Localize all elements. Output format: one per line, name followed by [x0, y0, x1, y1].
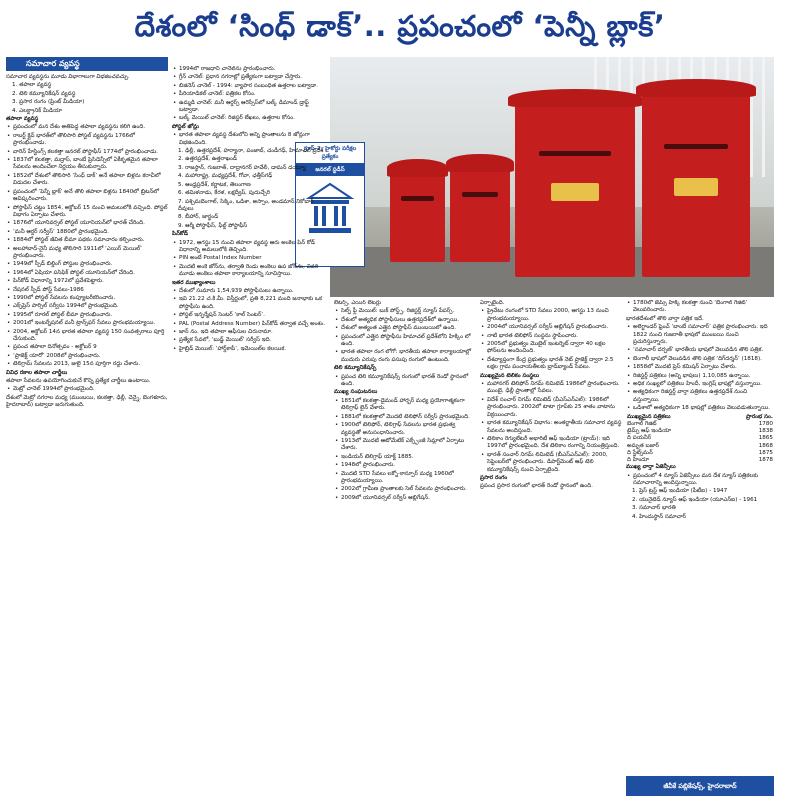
- publisher-tag: జీవీకే పబ్లికేషన్స్, హైదరాబాద్: [626, 776, 774, 796]
- subheading: టెలి కమ్యూనికేషన్స్: [334, 365, 377, 372]
- paragraph: 4. ఎలక్ట్రానిక్ మీడియా: [12, 107, 63, 114]
- paragraph: • అలహాబాద్-నైనీ మధ్య తొలిసారి 1911లో ‘ఎయిర్ మెయిల్’ ప్రారంభించారు.: [6, 246, 168, 261]
- paragraph: 2. ఉత్తరప్రదేశ్, ఉత్తరాఖండ్: [178, 156, 238, 163]
- paragraph: • ప్రపంచంలో ఎత్తైన పోస్టాఫీసు హిమాచల్ ప్రదేశ్‌లోని హిక్కిం లో ఉంది.: [334, 334, 476, 349]
- column-5: [626, 300, 774, 800]
- paragraph: 3. రాజస్థాన్, గుజరాత్, దాద్రానగర్ హవేలీ, డామన్ డయ్యూ: [178, 164, 306, 171]
- paragraph: • ప్రపంచంలో 4 న్యూస్ ఏజెన్సీలు మన దేశ న్యూస్ పత్రికలకు సమాచారాన్ని అందిస్తున్నాయి.: [626, 473, 774, 488]
- paragraph: • 1881లో కలకత్తాలో మొదటి టెలిఫోన్ సర్వీస్ ప్రారంభమైంది.: [334, 414, 476, 421]
- paragraph: • ఉమ్మడి చానెల్: మనీ ఆర్డర్స్ ఆరెస్సేస్‌లో బల్క్ డిమాండ్ డ్రాఫ్ట్ బట్వాడా.: [172, 100, 328, 115]
- paragraph: • భారత్ సంచార్ నిగమ్ లిమిటెడ్ (బీఎస్ఎన్ఎల్): 2000, సెప్టెంబర్‌లో ప్రారంభించారు. డిపార్ట్‌మెంట్ ఆఫ్ టెలి కమ్యూనికేషన్స్ నుంచి ఏర్పాటైంది.: [480, 452, 622, 474]
- paragraph: • 1949లో స్పీడ్ బిల్డింగ్ పోస్టుల ప్రారంభించారు.: [6, 261, 168, 268]
- paragraph: • ఒడిశాలో అత్యధికంగా 18 భాషల్లో పత్రికలు వెలువడుతున్నాయి.: [626, 405, 774, 412]
- paragraph: • అధిక సంఖ్యలో పత్రికలు హిందీ, ఇంగ్లిష్ భాషల్లో వస్తున్నాయి.: [626, 381, 774, 388]
- section-banner: సమాచార వ్యవస్థ: [6, 57, 168, 71]
- paragraph: • 1852లో దేశంలో తొలిసారి ‘సింధ్ డాక్’ అనే తపాలా బిళ్లను కరాచీలో విడుదల చేశారు.: [6, 173, 168, 188]
- table-row: [626, 443, 774, 450]
- paragraph: • 1994లో రాజధాని చానెల్‌ను ప్రారంభించారు.: [172, 66, 328, 73]
- paragraph: • 1900లో టెలిఫోన్, టెలిగ్రాఫ్ సేవలను భారత ప్రభుత్వ వ్యవస్థతో అనుసంధానించారు.: [334, 422, 476, 437]
- postbox-right: [642, 87, 750, 277]
- paragraph: • రిజిస్టర్డ్ పత్రికలు (అన్ని భాషలు) 1,10,085 ఉన్నాయి.: [626, 373, 774, 380]
- paragraph: • బల్క్ మెయిల్ చానెల్: రిజిస్టర్ లేఖలు, ఉత్తరాల కోసం.: [172, 115, 328, 122]
- paragraph: • ప్రత్యేక సేవలో, ‘బుడ్జ్ మెయిల్’ సర్వీస్ ఇది.: [172, 337, 328, 344]
- paragraph: 1. ప్రెస్ ట్రస్ట్ ఆఫ్ ఇండియా (పీటీఐ) - 1947: [632, 488, 728, 495]
- paragraph: • PIN అంటే Postal Index Number: [172, 255, 328, 262]
- paragraph: • 1780లో జేమ్స్ హిక్కీ కలకత్తా నుంచి ‘బెంగాల్ గెజిట్’ వెలువరించారు.: [626, 300, 774, 315]
- column-4: [480, 300, 622, 800]
- paragraph: • గ్రీన్ చానెల్: ప్రధాన నగరాల్లో ప్రత్యేకంగా బట్వాడా చేస్తారు.: [172, 74, 328, 81]
- newspaper-table: [626, 414, 774, 464]
- paragraph: • టెలికాం రెగ్యులేటరీ అథారిటీ ఆఫ్ ఇండియా (ట్రాయ్): ఇది 1997లో ప్రారంభమైంది. దేశ టెలికాం రంగాన్ని నియంత్రిస్తుంది.: [480, 436, 622, 451]
- paragraph: • టెలిగ్రామ్ సేవలను 2013, జులై 15న పూర్తిగా రద్దు చేశారు.: [6, 361, 168, 368]
- paragraph: • ‘మనీ ఆర్డర్ సర్వీస్’ 1880లో ప్రారంభమైంది.: [6, 229, 168, 236]
- subheading: ముఖ్య వార్తా ఏజెన్సీలు: [626, 464, 676, 471]
- table-cell: 1865: [758, 435, 773, 442]
- paragraph: • 1884లో పోస్టల్ జీవిత బీమా పథకం సమాచారం కల్పించారు.: [6, 237, 168, 244]
- table-row: [626, 450, 774, 457]
- paragraph: 2. యునైటెడ్ న్యూస్ ఆఫ్ ఇండియా (యూఎన్ఐ) - 1961: [632, 496, 758, 503]
- paragraph: • 2004లో యూనివర్సల్ సర్వీస్ ఆబ్లిగేషన్ ప్రారంభించారు.: [480, 324, 622, 331]
- paragraph: • 1913లో మొదటి ఆటోమేటిక్ ఎక్స్ఛేంజీ సిమ్లాలో ఏర్పాటు చేశారు.: [334, 438, 476, 453]
- paragraph: • 1995లో రూరల్ పోస్టల్ బీమా ప్రారంభించారు.: [6, 312, 168, 319]
- subheading: ప్రసార రంగం: [480, 474, 508, 481]
- paragraph: 7. పశ్చిమబెంగాల్, సిక్కిం, ఒడిశా, అస్సాం, అండమాన్ నికోబార్ దీవులు: [178, 198, 314, 212]
- subheading: తపాలా వ్యవస్థ: [6, 116, 39, 123]
- paragraph: • మొదటి STD సేవలు లక్నో-కాన్పూర్ మధ్య 1960లో ప్రారంభమయ్యాయి.: [334, 471, 476, 486]
- paragraph: • ఇవి 21.22 చ.కి.మీ. విస్తీర్ణంలో, ప్రతి 8,221 మంది జనాభాకు ఒక పోస్టాఫీసు ఉంది.: [172, 296, 328, 311]
- paragraph: • రాబర్ట్ క్లైవ్ భారత్‌లో తొలిసారి పోస్టల్ వ్యవస్థను 1766లో ప్రారంభించాడు.: [6, 133, 168, 148]
- table-cell: 1838: [758, 428, 773, 435]
- paragraph: • ఎక్స్‌ప్రెస్ పార్సిల్ సర్వీసు 1994లో ప్రారంభమైంది.: [6, 303, 168, 310]
- paragraph: • 2005లో ప్రభుత్వం మొబైల్ ఇంటర్నెట్ ద్వారా 40 లక్షల ఫోన్‌లను అందించింది.: [480, 341, 622, 356]
- paragraph: • 1990లో పోస్టల్ సేవలను కంప్యూటరీకరించారు.: [6, 295, 168, 302]
- table-header: [626, 414, 774, 421]
- paragraph: • మెట్రో చానెల్ 1994లో ప్రారంభమైంది.: [6, 386, 168, 393]
- paragraph: ప్రపంచ ప్రసార రంగంలో భారత్ రెండో స్థానంలో ఉంది.: [480, 483, 593, 490]
- paragraph: • దేశంలో అత్యధిక పోస్టాఫీసులు ఉత్తరప్రదేశ్‌లో ఉన్నాయి.: [334, 317, 476, 324]
- paragraph: • దేశంలో సుమారు 1,54,939 పోస్టాఫీసులు ఉన్నాయి.: [172, 288, 328, 295]
- paragraph: 4. మహారాష్ట్ర, మధ్యప్రదేశ్, గోవా, ఛత్తీస్‌గఢ్: [178, 173, 273, 180]
- paragraph: 4. హిందుస్థాన్ సమాచార్: [632, 513, 686, 520]
- table-cell: అమృత బజార్: [627, 442, 659, 449]
- paragraph: 3. సమాచార్ భారతి: [632, 505, 676, 512]
- paragraph: • 2002లో గ్రామీణ ప్రాంతాలకు సెల్ సేవలను ప్రారంభించారు.: [334, 486, 476, 493]
- subheading: పిన్‌కోడ్: [172, 231, 188, 238]
- paragraph: • దేశవ్యాప్తంగా కేంద్ర ప్రభుత్వం భారత్ నెట్ ప్రాజెక్ట్ ద్వారా 2.5 లక్షల గ్రామ పంచాయతీలకు బ్రాడ్‌బ్యాండ్ సేవలు.: [480, 357, 622, 372]
- paragraph: • ప్రపంచ తపాలా దినోత్సవం - అక్టోబర్ 9: [6, 344, 168, 351]
- paragraph: • 2004, అక్టోబర్ 14న భారత తపాలా వ్యవస్థ 150 సంవత్సరాలు పూర్తి చేసుకుంది.: [6, 329, 168, 344]
- postbox-photo: [330, 57, 774, 297]
- paragraph: భారతదేశంలో తొలి వార్తా పత్రిక ఇదే.: [626, 315, 704, 322]
- paragraph: 6. తమిళనాడు, కేరళ, లక్షద్వీప్, పుదుచ్చేరి: [178, 190, 270, 197]
- paragraph: • 1837లో కలకత్తా, మద్రాస్, బాంబే ప్రెసిడెన్సీలో ఏకీకృతమైన తపాలా సేవలను అందించేలా నిర్ణయం తీసుకున్నారు.: [6, 157, 168, 172]
- table-cell: 1878: [758, 456, 773, 463]
- postbox-large: [515, 97, 635, 277]
- paragraph: • జాన్ నం. ఇది తపాలా ఆఫీసుల చిరునామా.: [172, 329, 328, 336]
- paragraph: • 1851లో కలకత్తా-డైమండ్ హార్బర్ మధ్య ప్రయోగాత్మకంగా టెలిగ్రాఫ్ లైన్ వేశారు.: [334, 398, 476, 413]
- table-cell: ది పయనీర్: [627, 435, 652, 442]
- table-cell: టైమ్స్ ఆఫ్ ఇండియా: [627, 428, 672, 435]
- paragraph: • ‘సమాచార్ దర్పణ్’ భారతీయ భాషలో వెలువడిన తొలి పత్రిక.: [626, 347, 774, 354]
- table-row: [626, 435, 774, 442]
- paragraph: 5. ఆంధ్రప్రదేశ్, కర్ణాటక, తెలంగాణ: [178, 181, 251, 188]
- subheading: ఇతర ముఖ్యాంశాలు: [172, 279, 216, 286]
- paragraph: • మహానగర్ టెలిఫోన్ నిగమ్ లిమిటెడ్ 1986లో ప్రారంభించారు. ముంబై, ఢిల్లీ ప్రాంతాల్లో సేవలు.: [480, 381, 622, 396]
- paragraph: • 1948లో ప్రారంభించారు.: [334, 462, 476, 469]
- paragraph: 8. బీహార్, జార్ఖండ్: [178, 214, 219, 221]
- table-cell: 1875: [758, 449, 773, 456]
- postbox-small-1: [390, 167, 445, 262]
- paragraph: • పిన్‌కోడ్ విధానాన్ని 1972లో ప్రవేశపెట్టారు.: [6, 278, 168, 285]
- paragraph: • నేషనల్ స్పీడ్ పోస్ట్ సేవలు-1986: [6, 287, 168, 294]
- table-cell: ముఖ్యమైన పత్రికలు: [627, 413, 671, 420]
- paragraph: • భారత కమ్యూనికేషన్ విభాగం: అంతర్జాతీయ సమాచార వ్యవస్థ సేవలను అందిస్తుంది.: [480, 420, 622, 435]
- exam-tag-line2: జనరల్ స్టడీస్: [296, 164, 364, 176]
- paragraph: • 1972, ఆగస్టు 15 నుంచి తపాలా వ్యవస్థ ఆరు అంకెల పిన్ కోడ్ విధానాన్ని అమలులోకి తెచ్చింది.: [172, 240, 328, 255]
- table-row: [626, 421, 774, 428]
- subheading: ముఖ్య సంఘటనలు: [334, 389, 378, 396]
- paragraph: తపాలా సేవలను ఉపయోగించుకునే కొన్ని ప్రత్యేక చార్జీలు ఉంటాయి.: [6, 378, 151, 385]
- paragraph: • పోస్టల్ ఇన్ఫర్మేషన్ సెంటర్ ‘కాల్ సెంటర్’.: [172, 312, 328, 319]
- column-3: [334, 300, 476, 800]
- table-cell: 1780: [758, 420, 773, 427]
- paragraph: • PAL (Postal Address Number) పిన్‌కోడ్ తర్వాత వచ్చే అంశం.: [172, 321, 328, 328]
- paragraph: • ‘ప్రాజెక్ట్ యారో’ 2008లో ప్రారంభించారు.: [6, 353, 168, 360]
- table-cell: 1868: [758, 442, 773, 449]
- paragraph: • 1858లో మొదటి ప్రెస్ కమిషన్ ఏర్పాటు చేశారు.: [626, 364, 774, 371]
- paragraph: • ఇండియన్ టెలిగ్రాఫ్ యాక్ట్ 1885.: [334, 454, 476, 461]
- paragraph: • ప్రపంచంలో ‘పెన్నీ బ్లాక్’ అనే తొలి తపాలా బిళ్లను 1840లో బ్రిటన్‌లో ఆవిష్కరించారు.: [6, 189, 168, 204]
- paragraph: దేశంలో మెట్రో నగరాల మధ్య (ముంబయి, కలకత్తా, ఢిల్లీ, చెన్నై, బెంగళూరు, హైదరాబాద్) బట్వాడా జరుగుతుంది.: [6, 394, 168, 409]
- paragraph: • ప్రైవేటు రంగంలో STD సేవలు 2000, ఆగస్టు 13 నుంచి ప్రారంభమయ్యాయి.: [480, 308, 622, 323]
- table-cell: ది స్టేట్స్‌మన్: [627, 449, 653, 456]
- paragraph: సమాచార వ్యవస్థను మూడు విభాగాలుగా విభజించవచ్చు.: [6, 74, 130, 80]
- paragraph: • భారత తపాలా రంగ లోగో: భారతీయ తపాలా కార్యాలయాల్లో ముదురు ఎరుపు రంగు పసుపు రంగులో ఉంటుంది.: [334, 349, 476, 364]
- paragraph: • పీరియాడికల్ చానెల్: పత్రికల కోసం.: [172, 91, 328, 98]
- subheading: పోస్టల్ జోన్లు: [172, 123, 199, 130]
- paragraph: • సెల్ఫ్ ఫ్లీ మెయిల్: బుక్ పోస్ట్స్, రిజిస్టర్డ్ న్యూస్ పేపర్స్.: [334, 308, 476, 315]
- paragraph: • 2009లో యూనివర్సల్ సర్వీస్ ఆబ్లిగేషన్.: [334, 495, 476, 502]
- column-2: [172, 66, 328, 800]
- table-cell: ది హిందూ: [627, 456, 649, 463]
- paragraph: 2. టెలి కమ్యూనికేషన్ వ్యవస్థ: [12, 90, 76, 97]
- paragraph: • అత్యధికంగా రిజిస్టర్డ్ వార్తా పత్రికలు ఉత్తరప్రదేశ్ నుంచి వస్తున్నాయి.: [626, 389, 774, 404]
- subheading: వివిధ రకాల తపాలా చార్జీలు: [6, 369, 68, 376]
- column-1: [6, 74, 168, 796]
- paragraph: • భారత తపాలా వ్యవస్థ దేశంలోని అన్ని ప్రాంతాలను 8 జోన్లుగా విభజించింది.: [172, 132, 328, 147]
- paragraph: • వారెన్ హేస్టింగ్స్ కలకత్తా జనరల్ పోస్టాఫీస్ 1774లో ప్రారంభించాడు.: [6, 149, 168, 156]
- paragraph: • అలెగ్జాండర్ ఫ్రెంచ్ ‘బాంబే సమాచార్’ పత్రిక ప్రారంభించారు. ఇది 1822 నుంచి గుజరాతీ భాషలో ముంబయి నుంచి ప్రచురిస్తున్నారు.: [626, 324, 774, 346]
- paragraph: • 2001లో ఇంటర్నేషనల్ మనీ ట్రాన్స్‌ఫర్ సేవలు ప్రారంభమయ్యాయి.: [6, 320, 168, 327]
- table-cell: ప్రారంభ సం.: [746, 413, 773, 420]
- paragraph: 9. ఆర్మీ పోస్టాఫీస్, ఫీల్డ్ పోస్టాఫీస్: [178, 222, 248, 229]
- postbox-small-2: [450, 162, 510, 262]
- paragraph: • హైబ్రిడ్ మెయిల్: ‘హార్డ్‌కాపీ’, ఇమెయిల్‌ల కలయిక.: [172, 346, 328, 353]
- paragraph: • దేశంలో అత్యంత ఎత్తైన పోస్టాఫీస్ ముంబయిలో ఉంది.: [334, 325, 476, 332]
- paragraph: • బిజినెస్ చానెల్ - 1994: వ్యాపార సంబంధిత ఉత్తరాల బట్వాడా.: [172, 83, 328, 90]
- paragraph: • నాటి భారత టెలిఫోన్ సంస్థను స్థాపించారు.: [480, 333, 622, 340]
- paragraph: లెటర్స్, ఎయిర్ లెటర్లు: [334, 300, 382, 306]
- table-cell: బెంగాల్ గెజిట్: [627, 420, 657, 427]
- exam-tag-line1: గ్రూప్-2, హైకోర్టు పరీక్షల ప్రత్యేకం: [296, 143, 364, 164]
- paragraph: • 1876లో యూనివర్సల్ పోస్టల్ యూనియన్‌లో భారత్ చేరింది.: [6, 220, 168, 227]
- subheading: ముఖ్యమైన టెలికం సంస్థలు: [480, 372, 540, 379]
- paragraph: • మొదటి అంకె జోన్‌ను, తర్వాతి రెండు అంకెలు ఉప జోన్‌ను, చివరి మూడు అంకెలు తపాలా కార్యాలయాన్ని సూచిస్తాయి.: [172, 264, 328, 279]
- paragraph: • 1964లో ఏషియా పసిఫిక్ పోస్టల్ యూనియన్‌లో చేరింది.: [6, 270, 168, 277]
- paragraph: • బెంగాలీ భాషలో వెలువడిన తొలి పత్రిక ‘దిగ్‌దర్శన్’ (1818).: [626, 356, 774, 363]
- paragraph: • ప్రపంచంలో మన దేశం అతిపెద్ద తపాలా వ్యవస్థను కలిగి ఉంది.: [6, 124, 168, 131]
- paragraph: • విదేశ్ సంచార్ నిగమ్ లిమిటెడ్ (వీఎస్ఎన్ఎల్): 1986లో ప్రారంభించారు. 2002లో టాటా గ్రూప్‌కు 25 శాతం వాటాను విక్రయించారు.: [480, 397, 622, 419]
- paragraph: ఏర్పాటైంది.: [480, 300, 505, 306]
- paragraph: • ప్రపంచ టెలి కమ్యూనికేషన్స్ రంగంలో భారత్ రెండో స్థానంలో ఉంది.: [334, 374, 476, 389]
- paragraph: 1. ఢిల్లీ, ఉత్తరప్రదేశ్, హర్యానా, పంజాబ్, చండీగఢ్, హిమాచల్ ప్రదేశ్: [178, 148, 324, 155]
- paragraph: 3. ప్రసార రంగం (ప్రింట్ మీడియా): [12, 99, 85, 106]
- headline: దేశంలో ‘సింధ్ డాక్’.. ప్రపంచంలో ‘పెన్నీ బ్లాక్’: [134, 9, 666, 43]
- paragraph: 1. తపాలా వ్యవస్థ: [12, 82, 52, 89]
- paragraph: • పోస్టాఫీస్ చట్టం 1854, అక్టోబర్ 15 నుంచి అమలులోకి వచ్చింది. పోస్టల్ విభాగం ఏర్పాటు చేశారు.: [6, 205, 168, 220]
